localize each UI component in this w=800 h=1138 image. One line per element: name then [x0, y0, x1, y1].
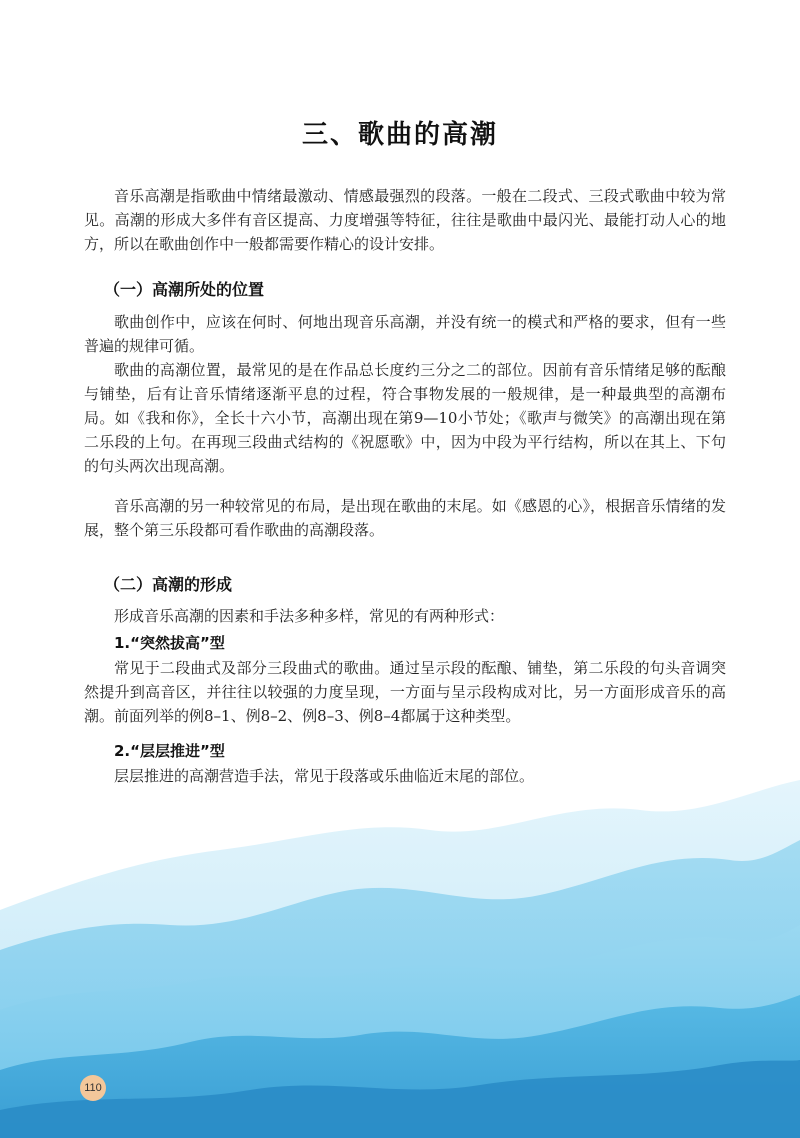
type1-heading: 1.“突然拔高”型: [114, 634, 225, 652]
section-heading-climax-position: （一）高潮所处的位置: [104, 280, 265, 299]
type1-paragraph: 常见于二段曲式及部分三段曲式的歌曲。通过呈示段的酝酿、铺垫，第二乐段的句头音调突然提升到高音区，并往往以较强的力度呈现，一方面与呈示段构成对比，另一方面形成音乐的高潮。前面列举的例8–1、例8–2、例8–3、例8–4都属于这种类型。: [84, 659, 726, 725]
page-number-badge: 110: [80, 1075, 106, 1101]
section1-paragraph-1: 歌曲创作中，应该在何时、何地出现音乐高潮，并没有统一的模式和严格的要求，但有一些普遍的规律可循。: [84, 313, 726, 355]
section2-paragraph-1: 形成音乐高潮的因素和手法多种多样，常见的有两种形式：: [114, 607, 505, 625]
section1-paragraph-2: 歌曲的高潮位置，最常见的是在作品总长度约三分之二的部位。因前有音乐情绪足够的酝酿与铺垫，后有让音乐情绪逐渐平息的过程，符合事物发展的一般规律，是一种最典型的高潮布局。如《我和你》，全长十六小节，高潮出现在第9—10小节处；《歌声与微笑》的高潮出现在第二乐段的上句。在再现三段曲式结构的《祝愿歌》中，因为中段为平行结构，所以在其上、下句的句头两次出现高潮。: [84, 361, 726, 475]
type2-paragraph: 层层推进的高潮营造手法，常见于段落或乐曲临近末尾的部位。: [114, 767, 535, 785]
page-title: 三、歌曲的高潮: [301, 120, 498, 150]
section-heading-climax-formation: （二）高潮的形成: [104, 575, 233, 594]
type2-heading: 2.“层层推进”型: [114, 742, 225, 760]
section1-paragraph-3: 音乐高潮的另一种较常见的布局，是出现在歌曲的末尾。如《感恩的心》，根据音乐情绪的发展，整个第三乐段都可看作歌曲的高潮段落。: [84, 497, 726, 539]
mountain-background-illustration: [0, 780, 800, 1138]
intro-paragraph: 音乐高潮是指歌曲中情绪最激动、情感最强烈的段落。一般在二段式、三段式歌曲中较为常见。高潮的形成大多伴有音区提高、力度增强等特征，往往是歌曲中最闪光、最能打动人心的地方，所以在歌曲创作中一般都需要作精心的设计安排。: [84, 187, 726, 253]
